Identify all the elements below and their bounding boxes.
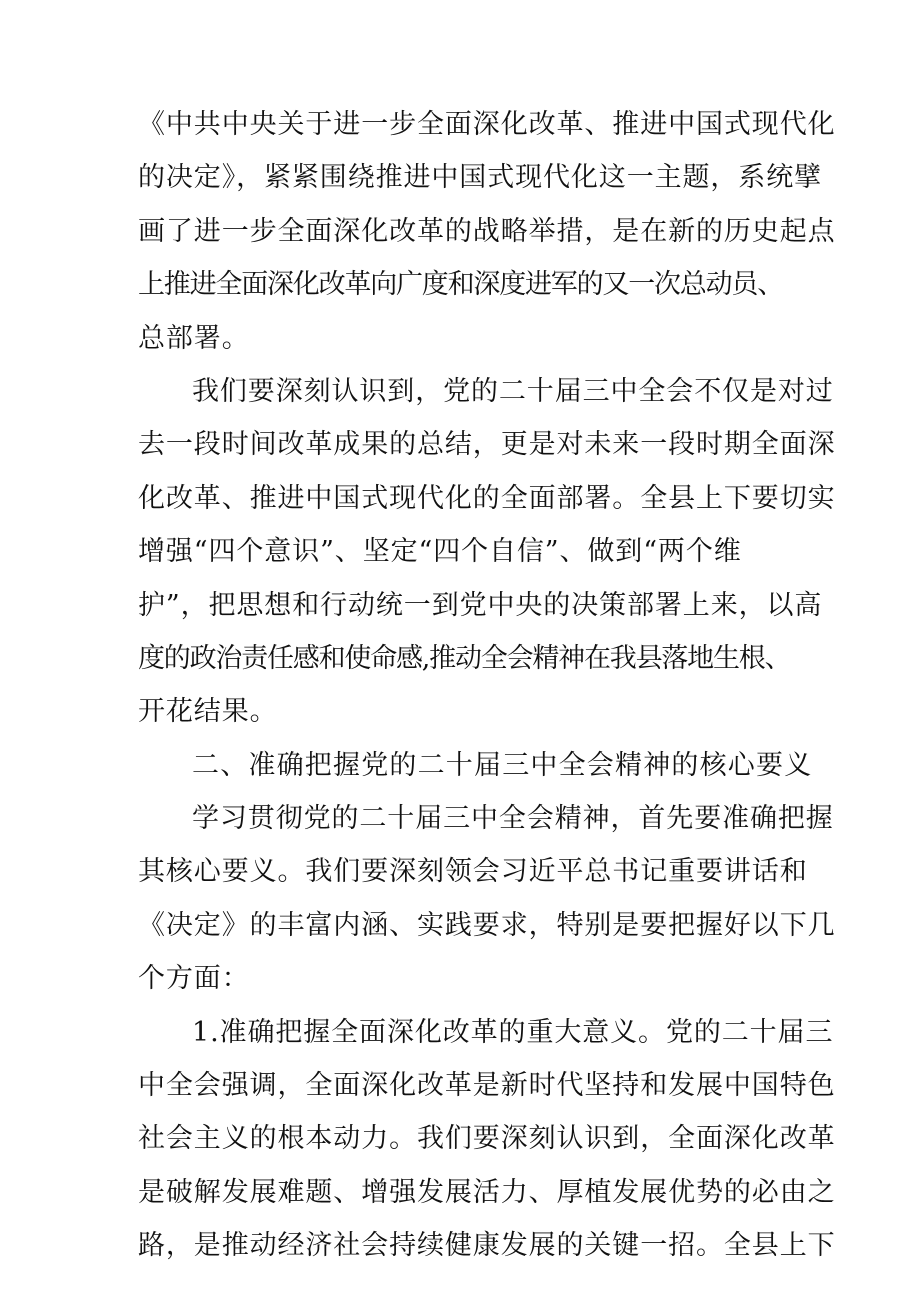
paragraph-3-line-3: 《决定》的丰富内涵、实践要求，特别是要把握好以下几 bbox=[138, 909, 836, 941]
paragraph-1-line-3: 画了进一步全面深化改革的战略举措，是在新的历史起点 bbox=[138, 215, 836, 247]
paragraph-1-line-1: 《中共中央关于进一步全面深化改革、推进中国式现代化 bbox=[138, 109, 836, 140]
paragraph-2-line-1: 我们要深刻认识到，党的二十届三中全会不仅是对过 bbox=[192, 375, 834, 407]
paragraph-3-line-2: 其核心要义。我们要深刻领会习近平总书记重要讲话和 bbox=[138, 856, 808, 888]
paragraph-2-line-2: 去一段时间改革成果的总结，更是对未来一段时期全面深 bbox=[138, 429, 836, 461]
paragraph-4-line-4: 是破解发展难题、增强发展活力、厚植发展优势的必由之 bbox=[138, 1176, 836, 1208]
paragraph-1-line-4: 上推进全面深化改革向广度和深度进军的又一次总动员、 bbox=[138, 269, 783, 301]
paragraph-4-line-5: 路，是推动经济社会持续健康发展的关键一招。全县上下 bbox=[138, 1230, 836, 1262]
paragraph-3-line-1: 学习贯彻党的二十届三中全会精神，首先要准确把握 bbox=[192, 803, 834, 835]
document-body bbox=[138, 98, 836, 1273]
paragraph-4-line-2: 中全会强调，全面深化改革是新时代坚持和发展中国特色 bbox=[138, 1070, 836, 1102]
paragraph-3-line-4: 个方面： bbox=[138, 963, 250, 995]
paragraph-1-line-5: 总部署。 bbox=[138, 322, 250, 354]
paragraph-2-line-3: 化改革、推进中国式现代化的全面部署。全县上下要切实 bbox=[138, 482, 836, 514]
section-heading-2: 二、准确把握党的二十届三中全会精神的核心要义 bbox=[192, 749, 813, 781]
paragraph-1-line-2: 的决定》，紧紧围绕推进中国式现代化这一主题，系统擘 bbox=[138, 162, 822, 194]
paragraph-2-line-5: 护”，把思想和行动统一到党中央的决策部署上来，以高 bbox=[138, 589, 823, 621]
paragraph-2-line-7: 开花结果。 bbox=[138, 696, 278, 728]
paragraph-4-line-1: 1.准确把握全面深化改革的重大意义。党的二十届三 bbox=[192, 1016, 834, 1048]
paragraph-2-line-6: 度的政治责任感和使命感,推动全会精神在我县落地生根、 bbox=[138, 642, 791, 674]
paragraph-2-line-4: 增强“四个意识”、坚定“四个自信”、做到“两个维 bbox=[138, 536, 742, 568]
paragraph-4-line-3: 社会主义的根本动力。我们要深刻认识到，全面深化改革 bbox=[138, 1123, 836, 1155]
